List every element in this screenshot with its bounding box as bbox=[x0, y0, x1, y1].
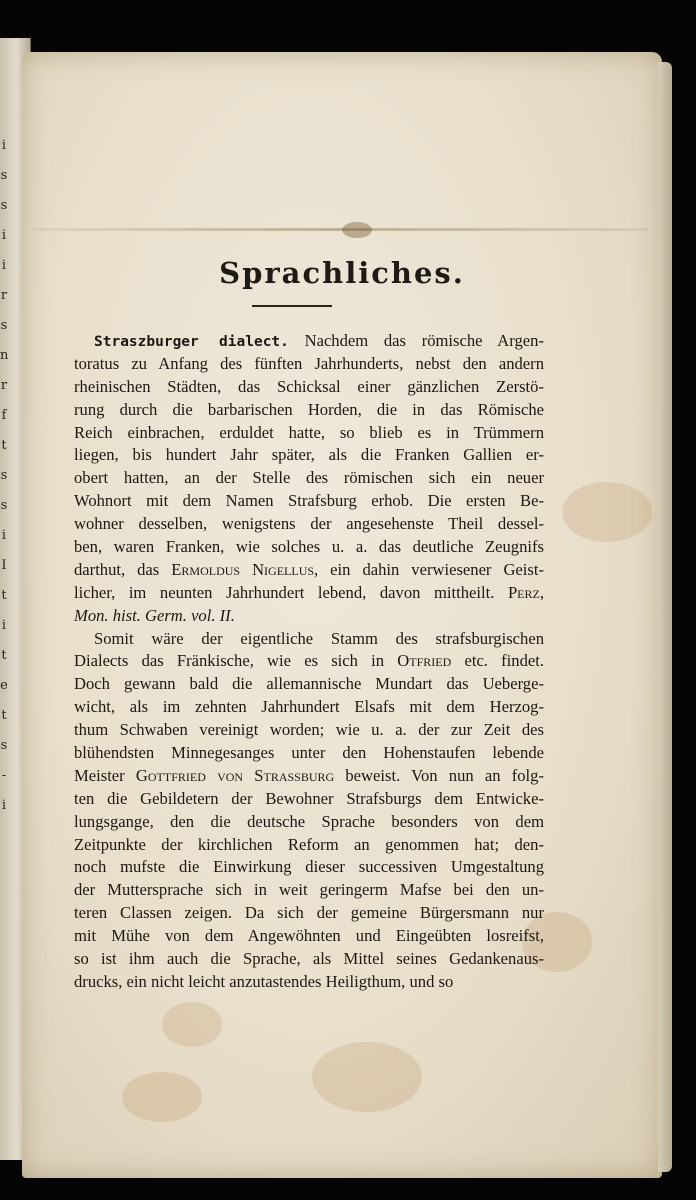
text-segment: noch mufste die Einwirkung dieser successiven Umgestaltung bbox=[74, 857, 544, 877]
text-line bbox=[74, 559, 544, 582]
text-segment: Wohnort mit dem Namen Strafsburg erhob. Die ersten Be- bbox=[74, 491, 544, 511]
text-line bbox=[74, 856, 544, 879]
text-segment: rung durch die barbarischen Horden, die in das Römische bbox=[74, 399, 544, 419]
left-page-fragment: t bbox=[1, 648, 7, 663]
left-page-fragment: - bbox=[1, 768, 7, 783]
left-page-fragment: i bbox=[1, 138, 7, 153]
text-segment: lungsgange, den die deutsche Sprache besonders von dem bbox=[74, 811, 544, 831]
text-segment: Meister bbox=[74, 765, 136, 785]
left-page-fragment: i bbox=[1, 258, 7, 273]
text-segment: wohner desselben, wenigstens der angesehenste Theil dessel- bbox=[74, 514, 544, 534]
text-segment: Nachdem das römische Argen- bbox=[288, 331, 544, 350]
text-line bbox=[74, 971, 544, 994]
text-segment: darthut, das bbox=[74, 559, 172, 579]
text-segment: , bbox=[539, 582, 544, 602]
text-line bbox=[74, 605, 544, 628]
text-segment: drucks, ein nicht leicht anzutastendes Heiligthum, und so bbox=[74, 971, 454, 991]
text-segment: liegen, bis hundert Jahr später, als die Franken Gallien er- bbox=[74, 445, 544, 465]
text-line bbox=[74, 948, 544, 971]
text-line bbox=[74, 925, 544, 948]
text-segment: der Muttersprache sich in weit geringerm Mafse bei den un- bbox=[74, 880, 544, 900]
text-line bbox=[74, 444, 544, 467]
text-segment: ten die Gebildetern der Bewohner Strafsburgs dem Entwicke- bbox=[74, 788, 544, 808]
text-segment: Reich einbrachen, erduldet hatte, so blieb es in Trümmern bbox=[74, 422, 544, 442]
text-line bbox=[74, 650, 544, 673]
text-segment: thum Schwaben vereinigt worden; wie u. a. der zur Zeit des bbox=[74, 720, 544, 740]
text-line bbox=[74, 399, 544, 422]
left-page-fragment: t bbox=[1, 438, 7, 453]
age-stain bbox=[162, 1002, 222, 1047]
text-line bbox=[74, 879, 544, 902]
text-segment: , ein dahin verwiesener Geist- bbox=[314, 559, 545, 579]
text-line bbox=[74, 811, 544, 834]
citation: Mon. hist. Germ. vol. II. bbox=[74, 605, 235, 625]
text-line bbox=[74, 902, 544, 925]
author-name: Perz bbox=[507, 582, 540, 602]
page-edge-right bbox=[658, 62, 672, 1172]
section-heading: Sprachliches. bbox=[219, 256, 465, 290]
left-page-fragment: s bbox=[0, 198, 8, 213]
text-segment: ben, waren Franken, wie solches u. a. das deutliche Zeugnifs bbox=[74, 537, 544, 557]
text-segment: obert hatten, an der Stelle des römischen sich ein neuer bbox=[74, 468, 544, 488]
text-line bbox=[74, 719, 544, 742]
left-page-fragment: i bbox=[1, 618, 7, 633]
text-line bbox=[74, 376, 544, 399]
text-segment: etc. findet. bbox=[451, 651, 545, 671]
left-page-fragment: s bbox=[0, 318, 8, 333]
left-page-fragment: s bbox=[0, 168, 8, 183]
text-segment: wicht, als im zehnten Jahrhundert Elsafs mit dem Herzog- bbox=[74, 697, 544, 717]
text-line bbox=[74, 536, 544, 559]
left-page-fragment: r bbox=[0, 288, 8, 303]
book-page bbox=[22, 52, 662, 1178]
left-page-fragment: s bbox=[0, 738, 8, 753]
author-name: Otfried bbox=[397, 651, 452, 671]
text-segment: Somit wäre der eigentliche Stamm des strafsburgischen bbox=[94, 628, 544, 648]
text-segment: rheinischen Städten, das Schicksal einer gänzlichen Zerstö- bbox=[74, 376, 544, 396]
text-segment: licher, im neunten Jahrhundert lebend, davon mittheilt. bbox=[74, 582, 508, 602]
body-text bbox=[74, 330, 544, 994]
text-segment: teren Classen zeigen. Da sich der gemeine Bürgersmann nur bbox=[74, 903, 544, 923]
left-page-fragment: n bbox=[0, 348, 9, 363]
text-line bbox=[74, 742, 544, 765]
text-line bbox=[74, 673, 544, 696]
text-segment: Dialects das Fränkische, wie es sich in bbox=[74, 651, 398, 671]
page-fold-crease bbox=[32, 228, 648, 231]
text-segment: Zeitpunkte der kirchlichen Reform an genommen hat; den- bbox=[74, 834, 544, 854]
text-segment: Doch gewann bald die allemannische Mundart das Uebergе- bbox=[74, 674, 544, 694]
text-line bbox=[74, 467, 544, 490]
text-line bbox=[74, 330, 544, 353]
text-segment: mit Mühe von dem Angewöhnten und Eingeübten losreifst, bbox=[74, 926, 544, 946]
text-segment: beweist. Von nun an folg- bbox=[334, 765, 544, 785]
left-page-fragment: t bbox=[1, 588, 7, 603]
age-stain bbox=[562, 482, 652, 542]
text-line bbox=[74, 696, 544, 719]
left-page-fragment: s bbox=[0, 498, 8, 513]
left-page-fragment: I bbox=[1, 558, 7, 573]
text-segment: so ist ihm auch die Sprache, als Mittel seines Gedankenaus- bbox=[74, 949, 544, 969]
left-page-fragment: s bbox=[0, 468, 8, 483]
paragraph-heading: Straszburger dialect. bbox=[94, 334, 289, 350]
left-page-fragment: i bbox=[1, 228, 7, 243]
age-stain bbox=[342, 222, 372, 238]
left-page-fragment: r bbox=[0, 378, 8, 393]
heading-rule bbox=[252, 305, 332, 307]
age-stain bbox=[312, 1042, 422, 1112]
text-line bbox=[74, 834, 544, 857]
author-name: Ermoldus Nigellus bbox=[171, 559, 315, 579]
text-line bbox=[74, 490, 544, 513]
text-line bbox=[74, 353, 544, 376]
author-name: Gottfried von Strassburg bbox=[135, 765, 335, 785]
text-line bbox=[74, 788, 544, 811]
left-page-fragment: t bbox=[1, 708, 7, 723]
left-page-fragment: e bbox=[0, 678, 8, 693]
left-page-fragment: f bbox=[1, 408, 7, 423]
text-segment: blühendsten Minnegesanges unter den Hohenstaufen lebende bbox=[74, 743, 544, 763]
text-segment: toratus zu Anfang des fünften Jahrhunderts, nebst den andern bbox=[74, 353, 544, 373]
left-page-fragment: i bbox=[1, 798, 7, 813]
text-line bbox=[74, 513, 544, 536]
text-line bbox=[74, 765, 544, 788]
text-line bbox=[74, 628, 544, 651]
text-line bbox=[74, 582, 544, 605]
text-line bbox=[74, 422, 544, 445]
age-stain bbox=[122, 1072, 202, 1122]
left-page-fragment: i bbox=[1, 528, 7, 543]
